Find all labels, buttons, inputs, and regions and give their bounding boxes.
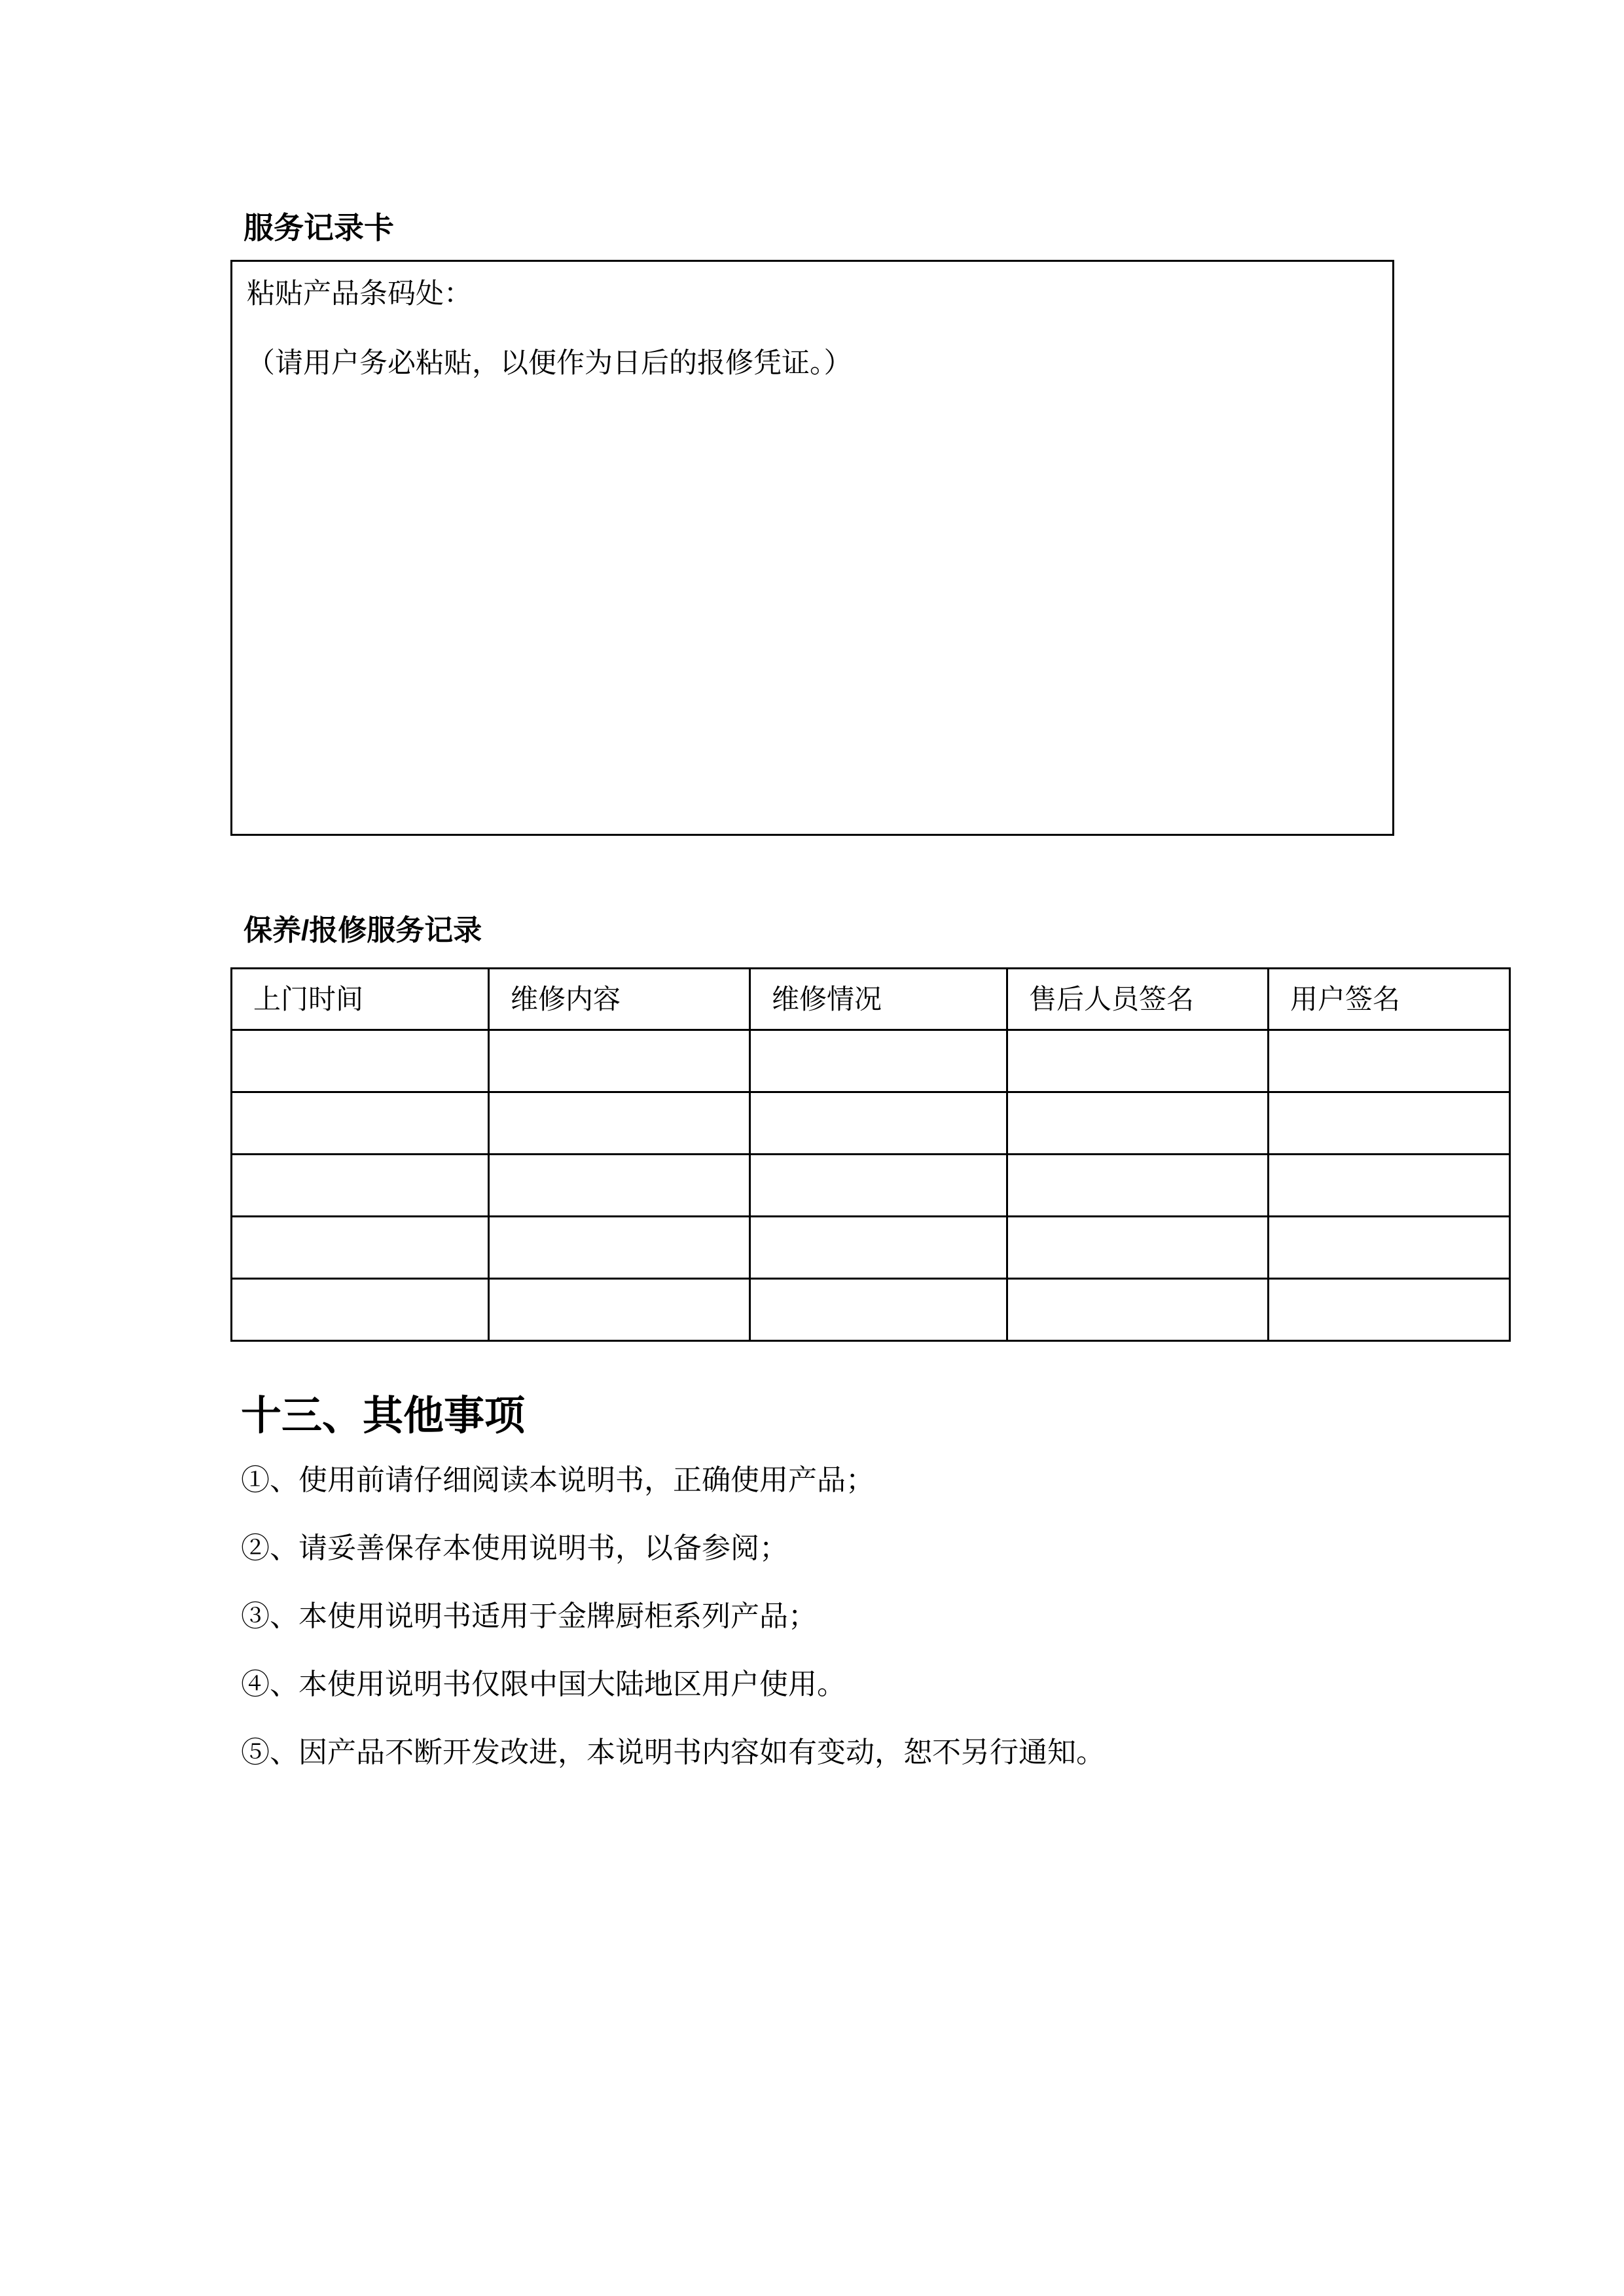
other-matters-list [241,1466,1105,1806]
table-cell-empty [489,1279,750,1341]
list-item: ②、请妥善保存本使用说明书，以备参阅； [241,1532,788,1564]
list-item: ⑤、因产品不断开发改进，本说明书内容如有变动，恕不另行通知。 [241,1736,1105,1768]
table-row [232,1092,1510,1155]
maintenance-section-title: 保养/报修服务记录 [244,914,482,946]
table-cell-empty [1269,1217,1510,1279]
table-cell-empty [232,1030,489,1092]
table-cell-empty [750,1155,1007,1217]
table-cell-empty [1269,1092,1510,1155]
barcode-box-label: 粘贴产品条码处： [247,278,472,310]
table-cell-empty [1269,1155,1510,1217]
table-cell-empty [750,1092,1007,1155]
table-cell-empty [1007,1155,1269,1217]
table-row [232,1155,1510,1217]
table-cell-empty [232,1092,489,1155]
table-cell-empty [232,1217,489,1279]
service-table-body [232,1030,1510,1341]
service-record-table [230,967,1511,1342]
column-header-repair-status: 维修情况 [750,969,1007,1030]
table-cell-empty [1007,1030,1269,1092]
table-row [232,1030,1510,1092]
service-record-table-header [232,969,1510,1030]
list-item: ③、本使用说明书适用于金牌厨柜系列产品； [241,1600,817,1632]
column-header-repair-content: 维修内容 [489,969,750,1030]
table-cell-empty [232,1155,489,1217]
table-cell-empty [1269,1279,1510,1341]
other-matters-title: 十三、其他事项 [241,1393,526,1439]
table-cell-empty [489,1155,750,1217]
list-item: ①、使用前请仔细阅读本说明书，正确使用产品； [241,1464,875,1496]
column-header-visit-time: 上门时间 [232,969,489,1030]
table-row [232,1217,1510,1279]
table-cell-empty [489,1217,750,1279]
table-header-row [232,969,1510,1030]
table-row [232,1279,1510,1341]
barcode-box-note: （请用户务必粘贴，以便作为日后的报修凭证。） [247,348,852,379]
barcode-paste-box [230,260,1394,836]
table-cell-empty [489,1030,750,1092]
list-item: ④、本使用说明书仅限中国大陆地区用户使用。 [241,1668,846,1700]
table-cell-empty [750,1217,1007,1279]
table-cell-empty [750,1279,1007,1341]
table-cell-empty [489,1092,750,1155]
table-cell-empty [1007,1092,1269,1155]
table-cell-empty [232,1279,489,1341]
service-card-title: 服务记录卡 [244,211,394,245]
table-cell-empty [750,1030,1007,1092]
table-cell-empty [1007,1279,1269,1341]
column-header-user-signature: 用户签名 [1269,969,1510,1030]
table-cell-empty [1007,1217,1269,1279]
column-header-staff-signature: 售后人员签名 [1007,969,1269,1030]
table-cell-empty [1269,1030,1510,1092]
